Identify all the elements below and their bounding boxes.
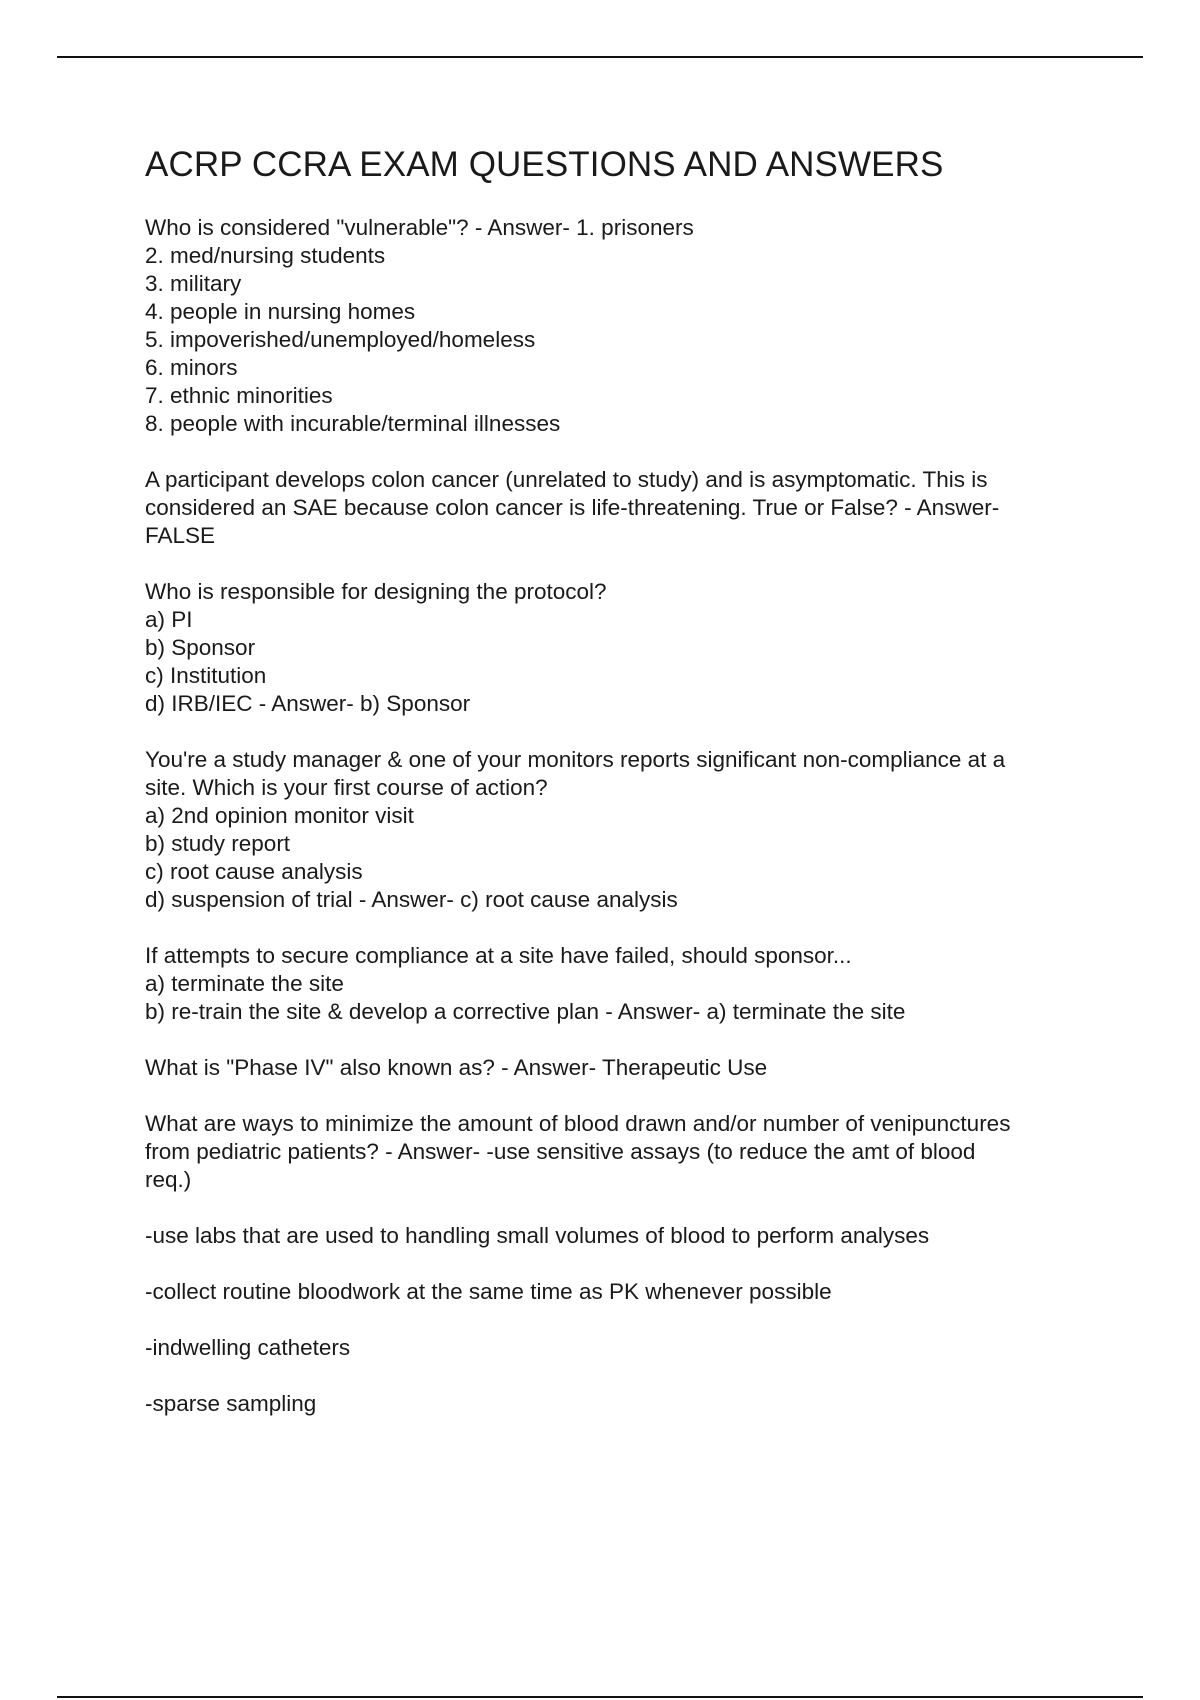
page-title: ACRP CCRA EXAM QUESTIONS AND ANSWERS [145, 145, 944, 184]
qa-line: a) 2nd opinion monitor visit [145, 803, 414, 828]
qa-line: 5. impoverished/unemployed/homeless [145, 327, 536, 352]
qa-line: 2. med/nursing students [145, 243, 386, 268]
qa-block [145, 466, 1085, 550]
qa-line: 8. people with incurable/terminal illnesses [145, 411, 561, 436]
qa-line: A participant develops colon cancer (unrelated to study) and is asymptomatic. This is [145, 467, 988, 492]
qa-block [145, 1222, 1085, 1250]
qa-block [145, 746, 1085, 914]
qa-line: from pediatric patients? - Answer- -use sensitive assays (to reduce the amt of blood [145, 1139, 976, 1164]
qa-line: 6. minors [145, 355, 238, 380]
bottom-rule [57, 1696, 1143, 1698]
top-rule [57, 56, 1143, 58]
qa-line: b) Sponsor [145, 635, 256, 660]
qa-line: c) root cause analysis [145, 859, 363, 884]
qa-block [145, 214, 1085, 438]
qa-line: d) suspension of trial - Answer- c) root cause analysis [145, 887, 678, 912]
qa-line: d) IRB/IEC - Answer- b) Sponsor [145, 691, 471, 716]
qa-line: If attempts to secure compliance at a site have failed, should sponsor... [145, 943, 852, 968]
qa-line: 7. ethnic minorities [145, 383, 333, 408]
qa-block [145, 1390, 1085, 1418]
qa-line: 3. military [145, 271, 242, 296]
qa-block [145, 1334, 1085, 1362]
qa-line: -collect routine bloodwork at the same time as PK whenever possible [145, 1279, 832, 1304]
qa-line: a) PI [145, 607, 193, 632]
qa-block [145, 1110, 1085, 1194]
qa-line: a) terminate the site [145, 971, 344, 996]
qa-line: Who is responsible for designing the protocol? [145, 579, 607, 604]
qa-block [145, 578, 1085, 718]
qa-line: c) Institution [145, 663, 267, 688]
qa-line: Who is considered "vulnerable"? - Answer- 1. prisoners [145, 215, 694, 240]
qa-line: You're a study manager & one of your monitors reports significant non-compliance at a [145, 747, 1006, 772]
qa-line: considered an SAE because colon cancer is life-threatening. True or False? - Answer- [145, 495, 1000, 520]
qa-list [145, 214, 1085, 1418]
qa-block [145, 1054, 1085, 1082]
qa-line: b) study report [145, 831, 291, 856]
qa-line: site. Which is your first course of action? [145, 775, 548, 800]
qa-block [145, 942, 1085, 1026]
qa-line: b) re-train the site & develop a corrective plan - Answer- a) terminate the site [145, 999, 906, 1024]
qa-line: -sparse sampling [145, 1391, 317, 1416]
qa-line: -use labs that are used to handling small volumes of blood to perform analyses [145, 1223, 930, 1248]
qa-block [145, 1278, 1085, 1306]
qa-line: What is "Phase IV" also known as? - Answer- Therapeutic Use [145, 1055, 768, 1080]
qa-line: What are ways to minimize the amount of blood drawn and/or number of venipunctures [145, 1111, 1011, 1136]
qa-line: -indwelling catheters [145, 1335, 351, 1360]
qa-line: 4. people in nursing homes [145, 299, 416, 324]
document-body [145, 142, 1085, 1446]
qa-line: req.) [145, 1167, 192, 1192]
qa-line: FALSE [145, 523, 216, 548]
